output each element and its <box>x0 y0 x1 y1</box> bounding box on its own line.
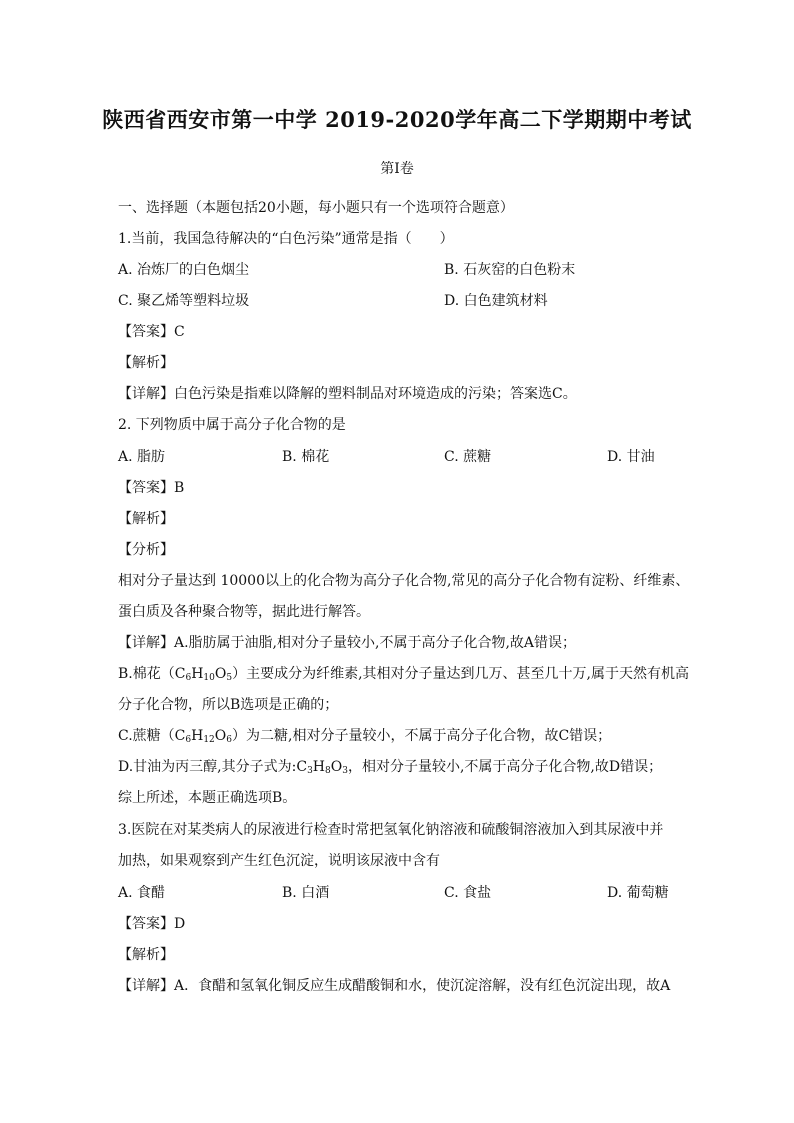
q1-detail: 【详解】白色污染是指难以降解的塑料制品对环境造成的污染；答案选C。 <box>118 386 577 402</box>
q1-stem: 1.当前，我国急待解决的“白色污染”通常是指（ ） <box>118 231 454 247</box>
formula-subscript: 6 <box>185 735 192 745</box>
q2-detail-b-line-1 <box>118 664 689 684</box>
q1-analysis-label: 【解析】 <box>118 355 174 371</box>
section-heading: 一、选择题（本题包括20小题，每小题只有一个选项符合题意） <box>118 200 514 216</box>
formula-element: O <box>214 728 227 744</box>
page-subtitle: 第I卷 <box>380 161 414 177</box>
q2-detail-c-pre: C.蔗糖（C <box>118 728 186 744</box>
q2-detail-c-post: ）为二糖,相对分子量较小，不属于高分子化合物，故C错误； <box>232 728 612 744</box>
formula-subscript: 6 <box>226 735 232 745</box>
q3-option-c: C. 食盐 <box>444 885 492 901</box>
q2-option-c: C. 蔗糖 <box>444 449 492 465</box>
formula-subscript: 6 <box>185 673 192 683</box>
q2-option-b: B. 棉花 <box>282 449 330 465</box>
q1-option-c: C. 聚乙烯等塑料垃圾 <box>118 293 250 309</box>
q3-option-d: D. 葡萄糖 <box>607 885 669 901</box>
q3-stem-line-2: 加热，如果观察到产生红色沉淀，说明该尿液中含有 <box>118 853 440 869</box>
q2-option-a: A. 脂肪 <box>118 449 166 465</box>
q3-option-b: B. 白酒 <box>282 885 330 901</box>
formula-subscript: 3 <box>342 766 348 776</box>
q1-option-a: A. 冶炼厂的白色烟尘 <box>118 262 250 278</box>
q3-option-a: A. 食醋 <box>118 885 166 901</box>
formula-element: H <box>191 666 204 682</box>
q3-answer: 【答案】D <box>118 916 186 932</box>
q2-analysis-label: 【解析】 <box>118 511 174 527</box>
formula-element: O <box>330 759 343 775</box>
q2-fenxi-line-2: 蛋白质及各种聚合物等，据此进行解答。 <box>118 604 370 620</box>
q2-detail-b-line-2: 分子化合物，所以B选项是正确的； <box>118 697 339 713</box>
q2-option-d: D. 甘油 <box>607 449 655 465</box>
formula-subscript: 5 <box>226 673 233 683</box>
q2-detail-d-pre: D.甘油为丙三醇,其分子式为:C <box>118 759 308 775</box>
formula-element: H <box>312 759 326 775</box>
q1-answer: 【答案】C <box>118 324 185 340</box>
q2-detail-d <box>118 757 662 777</box>
q2-detail-d-post: ，相对分子量较小,不属于高分子化合物,故D错误； <box>347 759 663 775</box>
formula-subscript: 10 <box>203 673 215 683</box>
q2-answer: 【答案】B <box>118 480 185 496</box>
q1-option-b: B. 石灰窑的白色粉末 <box>444 262 576 278</box>
formula-subscript: 8 <box>325 766 331 776</box>
formula-subscript: 12 <box>203 735 215 745</box>
q2-detail-b-pre: B.棉花（C <box>118 666 186 682</box>
formula-element: H <box>191 728 204 744</box>
formula-element: O <box>214 666 227 682</box>
q2-stem: 2. 下列物质中属于高分子化合物的是 <box>118 417 346 433</box>
q2-detail-c <box>118 726 611 746</box>
formula-subscript: 3 <box>307 766 313 776</box>
q2-detail-b-post: ）主要成分为纤维素,其相对分子量达到几万、甚至几十万,属于天然有机高 <box>232 666 689 682</box>
q2-fenxi-label: 【分析】 <box>118 542 174 558</box>
q3-stem-line-1: 3.医院在对某类病人的尿液进行检查时常把氢氧化钠溶液和硫酸铜溶液加入到其尿液中并 <box>118 822 664 838</box>
q3-analysis-label: 【解析】 <box>118 947 174 963</box>
page-title: 陕西省西安市第一中学 2019-2020学年高二下学期期中考试 <box>102 107 692 132</box>
q1-option-d: D. 白色建筑材料 <box>444 293 548 309</box>
q3-detail: 【详解】A．食醋和氢氧化铜反应生成醋酸铜和水，使沉淀溶解，没有红色沉淀出现，故A <box>118 978 671 994</box>
q2-summary: 综上所述，本题正确选项B。 <box>118 790 297 806</box>
q2-fenxi-line-1: 相对分子量达到 10000以上的化合物为高分子化合物,常见的高分子化合物有淀粉、纤维素、 <box>118 573 690 589</box>
q2-detail-a: 【详解】A.脂肪属于油脂,相对分子量较小,不属于高分子化合物,故A错误； <box>118 635 577 651</box>
